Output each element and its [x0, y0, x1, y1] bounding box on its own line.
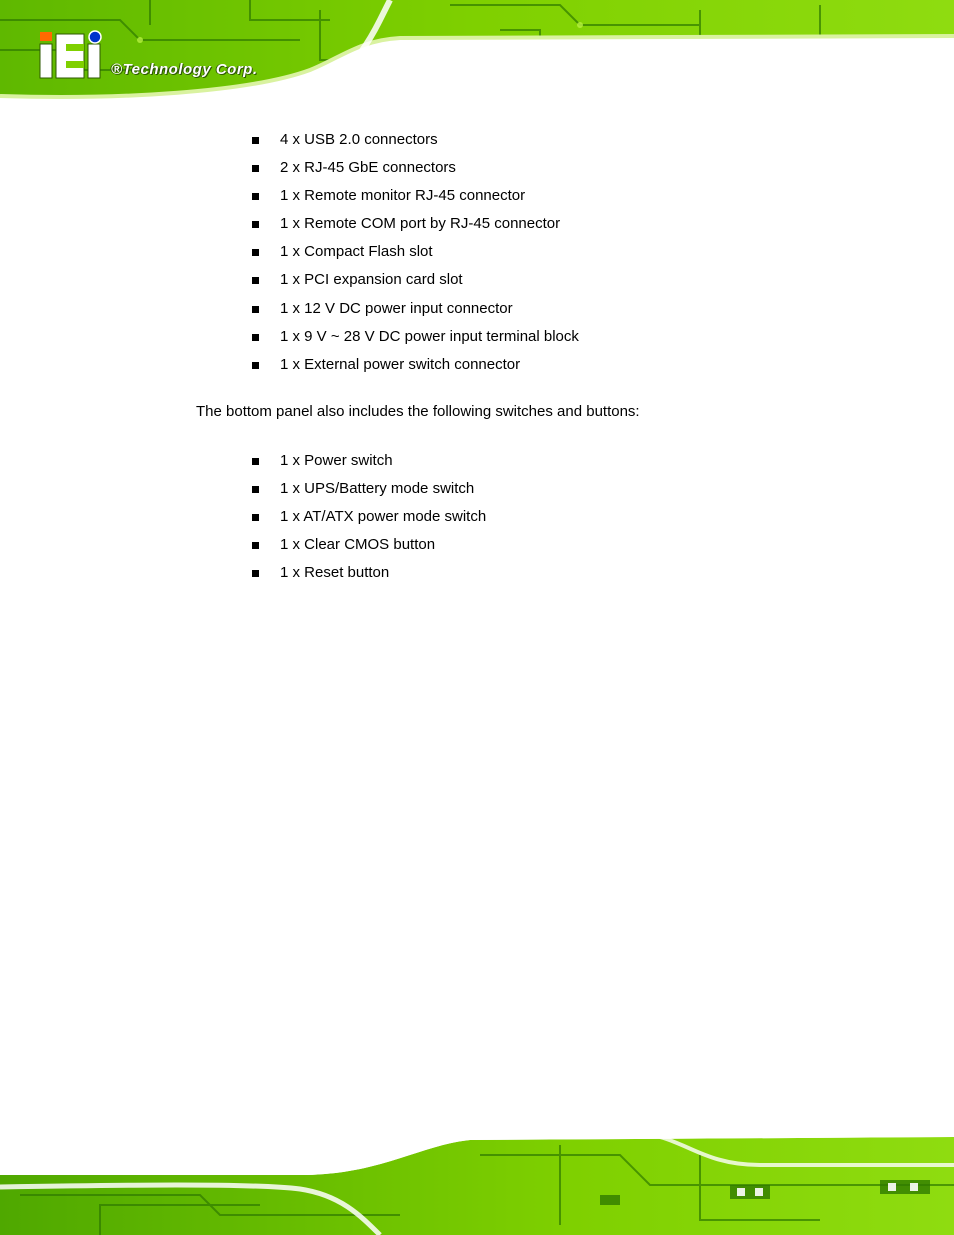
bottom-panel-paragraph: The bottom panel also includes the following switches and buttons: — [196, 403, 640, 420]
list-item-text: 1 x Compact Flash slot — [280, 243, 433, 261]
list-item-text: 1 x Reset button — [280, 564, 390, 582]
list-item-text: 2 x RJ-45 GbE connectors — [280, 159, 456, 177]
square-bullet-icon — [252, 514, 259, 521]
square-bullet-icon — [252, 486, 259, 493]
square-bullet-icon — [252, 306, 259, 313]
list-item-text: 1 x Remote monitor RJ-45 connector — [280, 187, 526, 205]
list-item-text: 4 x USB 2.0 connectors — [280, 131, 438, 148]
list-item-text: 1 x UPS/Battery mode switch — [280, 480, 475, 498]
square-bullet-icon — [252, 334, 259, 341]
square-bullet-icon — [252, 362, 259, 369]
iei-logo-mark — [38, 30, 108, 80]
square-bullet-icon — [252, 249, 259, 256]
logo-tagline: ®Technology Corp. — [111, 61, 258, 78]
list-item-text: 1 x 12 V DC power input connector — [280, 299, 513, 317]
list-item-text: 1 x Power switch — [280, 452, 393, 469]
square-bullet-icon — [252, 458, 259, 465]
square-bullet-icon — [252, 221, 259, 228]
square-bullet-icon — [252, 277, 259, 284]
square-bullet-icon — [252, 193, 259, 200]
square-bullet-icon — [252, 570, 259, 577]
square-bullet-icon — [252, 542, 259, 549]
list-item-text: 1 x Remote COM port by RJ-45 connector — [280, 215, 561, 233]
list-item-text: 1 x AT/ATX power mode switch — [280, 508, 487, 526]
list-item-text: 1 x Clear CMOS button — [280, 536, 436, 554]
list-item-text: 1 x PCI expansion card slot — [280, 271, 463, 289]
list-item-text: 1 x 9 V ~ 28 V DC power input terminal block — [280, 327, 579, 345]
square-bullet-icon — [252, 137, 259, 144]
square-bullet-icon — [252, 165, 259, 172]
footer-circuit-banner — [0, 1125, 954, 1235]
list-item-text: 1 x External power switch connector — [280, 355, 521, 373]
company-logo — [38, 30, 298, 90]
